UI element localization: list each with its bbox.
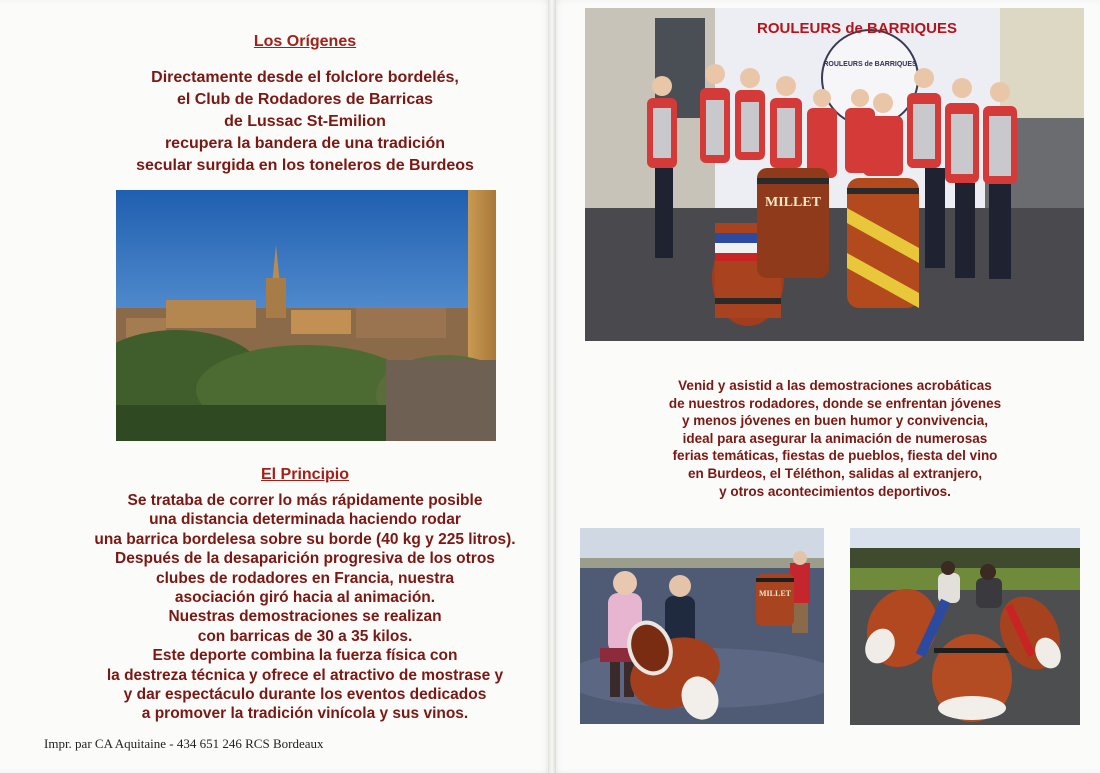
demo-text [590,377,1080,500]
principle-line: una barrica bordelesa sobre su borde (40 kg y 225 litros). [94,530,516,548]
principle-line: y dar espectáculo durante los eventos dedicados [123,686,487,704]
kids-rolling-photo [580,528,824,724]
demo-line: en Burdeos, el Téléthon, salidas al extranjero, [687,465,983,481]
principle-line: una distancia determinada haciendo rodar [149,511,461,529]
origins-line: secular surgida en los toneleros de Burdeos [136,157,474,174]
barrels-rolling-photo [850,528,1080,725]
truck-sign: ROULEURS de BARRIQUES [756,20,958,37]
origins-line: el Club de Rodadores de Barricas [176,91,434,108]
principle-line: clubes de rodadores en Francia, nuestra [155,569,455,587]
demo-line: Venid y asistid a las demostraciones acrobáticas [678,378,992,393]
team-photo [585,8,1084,341]
principle-line: Nuestras demostraciones se realizan [168,608,442,626]
principle-line: asociación giró hacia al animación. [174,589,436,607]
origins-line: recupera la bandera de una tradición [164,135,446,152]
saint-emilion-illustration [116,190,496,441]
origins-line: Directamente desde el folclore bordelés, [151,69,459,86]
origins-title: Los Orígenes [253,33,357,50]
principle-line: la destreza técnica y ofrece el atractivo de mostrase y [106,666,504,684]
principle-line: Este deporte combina la fuerza física con [152,647,458,665]
origins-text [60,67,550,177]
small-barrel-label: MILLET [758,589,792,598]
demo-line: y menos jóvenes en buen humor y convivencia, [681,413,989,429]
principle-line: con barricas de 30 a 35 kilos. [197,627,413,645]
principle-line: a promover la tradición vinícola y sus vinos. [141,705,469,723]
demo-line: de nuestros rodadores, donde se enfrentan jóvenes [668,395,1002,411]
truck-logo-text: ROULEURS de BARRIQUES [823,61,917,68]
principle-line: Se trataba de correr lo más rápidamente posible [127,492,483,509]
origins-line: de Lussac St-Emilion [224,113,386,130]
printer-footer: Impr. par CA Aquitaine - 434 651 246 RCS Bordeaux [44,736,324,751]
demo-line: ideal para asegurar la animación de numerosas [682,430,988,446]
kids-illustration [580,528,824,724]
principle-text [55,491,555,724]
principle-line: Después de la desaparición progresiva de los otros [115,550,495,568]
barrel-label: MILLET [764,195,822,210]
saint-emilion-photo [116,190,496,441]
demo-line: y otros acontecimientos deportivos. [719,483,951,499]
principle-title: El Principio [260,466,349,483]
team-illustration [585,8,1084,341]
demo-line: ferias temáticas, fiestas de pueblos, fiesta del vino [672,448,998,464]
barrels-illustration [850,528,1080,725]
